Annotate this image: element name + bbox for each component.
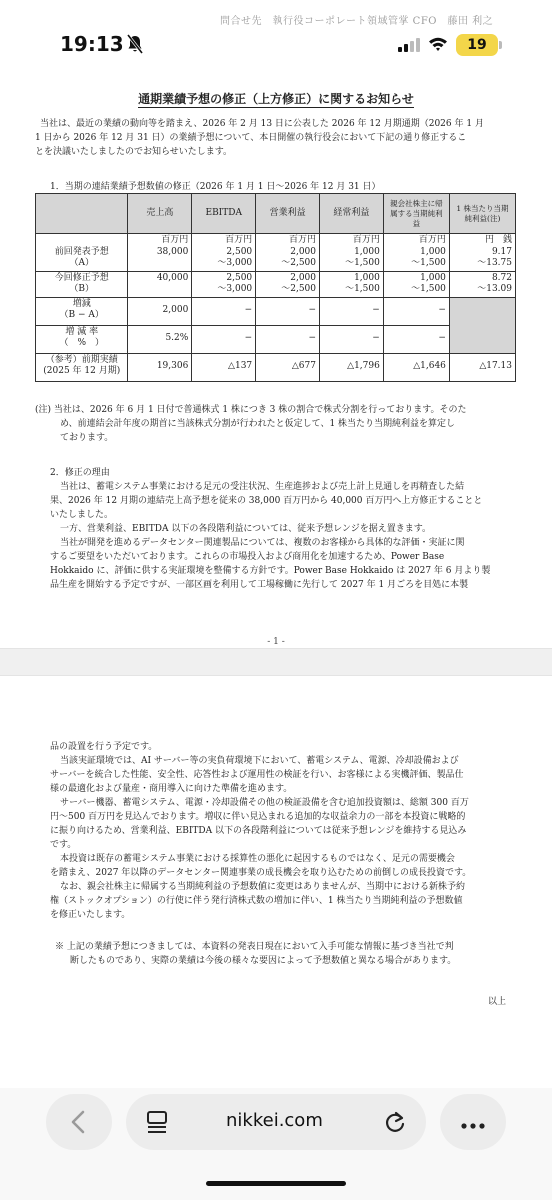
intro-line: 当社は、最近の業績の動向等を踏まえ、2026 年 2 月 13 日に公表した 2026 年 12 月期通期（2026 年 1 月 bbox=[40, 119, 484, 129]
table-header: 経常利益 bbox=[320, 194, 384, 234]
home-indicator bbox=[206, 1181, 346, 1186]
table-header: EBITDA bbox=[192, 194, 256, 234]
table-cell: △1,646 bbox=[383, 353, 449, 381]
table-header-corner bbox=[36, 194, 128, 234]
table-cell: − bbox=[383, 325, 449, 353]
table-row bbox=[36, 271, 516, 297]
table-cell: △17.13 bbox=[449, 353, 515, 381]
reason-line: するご要望をいただいております。これらの市場投入および商用化を加速するため、Power Base bbox=[50, 552, 445, 562]
table-cell: − bbox=[320, 325, 384, 353]
table-row bbox=[36, 325, 516, 353]
reason-line: に振り向けるため、営業利益、EBITDA 以下の各段階利益については従来予想レンジを維持する見込み bbox=[50, 826, 467, 836]
table-header: 親会社株主に帰属する当期純利益 bbox=[383, 194, 449, 234]
table-header: 営業利益 bbox=[256, 194, 320, 234]
table-cell: 2,000 bbox=[128, 297, 192, 325]
cellular-signal-icon bbox=[398, 38, 420, 52]
status-bar bbox=[0, 0, 552, 64]
table-cell: 2,500 〜3,000 bbox=[192, 271, 256, 297]
more-button[interactable] bbox=[440, 1094, 506, 1150]
reason-line: を踏まえ、2027 年以降のデータセンター関連事業の成長機会を取り込むための前倒しの成長投資です。 bbox=[50, 868, 472, 878]
table-cell-shaded bbox=[449, 297, 515, 353]
page-header-faint: 問合せ先 執行役コーポレート領域管掌 CFO 藤田 利之 bbox=[220, 16, 494, 27]
table-cell: 百万円 1,000 〜1,500 bbox=[383, 234, 449, 272]
table-row bbox=[36, 353, 516, 381]
row-label: （参考）前期実績 (2025 年 12 月期) bbox=[36, 353, 128, 381]
disclaimer-line: ※ 上記の業績予想につきましては、本資料の発表日現在において入手可能な情報に基づき当社で判 bbox=[55, 942, 454, 952]
table-note-line: (注) 当社は、2026 年 6 月 1 日付で普通株式 1 株につき 3 株の割合で株式分割を行っております。そのた bbox=[35, 405, 467, 415]
table-cell: 百万円 2,000 〜2,500 bbox=[256, 234, 320, 272]
table-cell: △137 bbox=[192, 353, 256, 381]
table-cell: − bbox=[383, 297, 449, 325]
reason-line: を修正いたします。 bbox=[50, 910, 131, 920]
table-cell: 19,306 bbox=[128, 353, 192, 381]
table-cell: 5.2% bbox=[128, 325, 192, 353]
document-title: 通期業績予想の修正（上方修正）に関するお知らせ bbox=[138, 92, 414, 106]
reason-line: 権（ストックオプション）の行使に伴う発行済株式数の増加に伴い、1 株当たり当期純利益の予想数値 bbox=[50, 896, 463, 906]
table-header: 1 株当たり当期純利益(注) bbox=[449, 194, 515, 234]
battery-indicator: 19 bbox=[456, 34, 498, 56]
intro-line: とを決議いたしましたのでお知らせいたします。 bbox=[35, 147, 233, 157]
table-note-line: ております。 bbox=[60, 433, 114, 443]
reason-line: です。 bbox=[50, 840, 77, 850]
table-cell: △677 bbox=[256, 353, 320, 381]
table-cell: − bbox=[256, 325, 320, 353]
table-cell: 円 銭 9.17 〜13.75 bbox=[449, 234, 515, 272]
table-note-line: め、前連結会計年度の期首に当該株式分割が行われたと仮定して、1 株当たり当期純利益を算定し bbox=[60, 419, 456, 429]
table-header: 売上高 bbox=[128, 194, 192, 234]
reload-icon[interactable] bbox=[384, 1110, 406, 1134]
reason-line: 円〜500 百万円を見込んでおります。増収に伴い見込まれる追加的な収益余力の一部を本投資に戦略的 bbox=[50, 812, 466, 822]
forecast-table bbox=[35, 193, 516, 382]
table-header-row bbox=[36, 194, 516, 234]
page-separator bbox=[0, 648, 552, 676]
table-cell: 1,000 〜1,500 bbox=[320, 271, 384, 297]
reason-line: なお、親会社株主に帰属する当期純利益の予想数値に変更はありませんが、当期中における新株予約 bbox=[60, 882, 466, 892]
reason-line: 様の最適化および量産・商用導入に向けた準備を進めます。 bbox=[50, 784, 293, 794]
back-button[interactable] bbox=[46, 1094, 112, 1150]
chevron-left-icon bbox=[69, 1110, 89, 1134]
row-label: 前回発表予想 （A） bbox=[36, 234, 128, 272]
table-row bbox=[36, 234, 516, 272]
table-cell: − bbox=[256, 297, 320, 325]
more-icon bbox=[460, 1122, 486, 1130]
closing-text: 以上 bbox=[488, 997, 507, 1007]
table-cell: 2,000 〜2,500 bbox=[256, 271, 320, 297]
page-number: - 1 - bbox=[267, 637, 285, 647]
bell-muted-icon bbox=[126, 34, 144, 54]
reader-mode-icon[interactable] bbox=[146, 1110, 168, 1134]
table-cell: − bbox=[192, 297, 256, 325]
reason-line: 一方、営業利益、EBITDA 以下の各段階利益については、従来予想レンジを据え置きます。 bbox=[60, 524, 431, 534]
reason-line: Hokkaido に、評価に供する実証環境を整備する方針です。Power Base Hokkaido は 2027 年 6 月より製 bbox=[50, 566, 491, 576]
reason-line: 本投資は既存の蓄電システム事業における採算性の悪化に起因するものではなく、足元の需要機会 bbox=[60, 854, 455, 864]
table-cell: 百万円 38,000 bbox=[128, 234, 192, 272]
row-label: 増 減 率 （ % ） bbox=[36, 325, 128, 353]
table-cell: − bbox=[320, 297, 384, 325]
table-cell: 百万円 1,000 〜1,500 bbox=[320, 234, 384, 272]
reason-line: 当社は、蓄電システム事業における足元の受注状況、生産進捗および売上計上見通しを再精査した結 bbox=[60, 482, 465, 492]
url-text[interactable]: nikkei.com bbox=[226, 1110, 323, 1131]
row-label: 増減 （B − A） bbox=[36, 297, 128, 325]
wifi-icon bbox=[428, 36, 448, 52]
disclaimer-line: 断したものであり、実際の業績は今後の様々な要因によって予想数値と異なる場合があります。 bbox=[70, 956, 457, 966]
table-row bbox=[36, 297, 516, 325]
table-cell: △1,796 bbox=[320, 353, 384, 381]
intro-line: 1 日から 2026 年 12 月 31 日）の業績予想について、本日開催の執行役会において下記の通り修正するこ bbox=[35, 133, 467, 143]
section2-heading: 2．修正の理由 bbox=[50, 468, 110, 478]
reason-line: サーバー機器、蓄電システム、電源・冷却設備その他の検証設備を含む追加投資額は、総額 300 百万 bbox=[60, 798, 469, 808]
reason-line: 品生産を開始する予定ですが、一部区画を利用して工場稼働に先行して 2027 年 1 月ごろを目処に本製 bbox=[50, 580, 469, 590]
reason-line: サーバーを統合した性能、安全性、応答性および運用性の検証を行い、お客様による実機評価、製品仕 bbox=[50, 770, 464, 780]
section1-heading: 1．当期の連結業績予想数値の修正（2026 年 1 月 1 日〜2026 年 12 月 31 日） bbox=[50, 182, 381, 192]
row-label: 今回修正予想 （B） bbox=[36, 271, 128, 297]
reason-line: 当該実証環境では、AI サーバー等の実負荷環境下において、蓄電システム、電源、冷却設備および bbox=[60, 756, 459, 766]
table-cell: 1,000 〜1,500 bbox=[383, 271, 449, 297]
reason-line: 当社が開発を進めるデータセンター関連製品については、複数のお客様から具体的な評価・実証に関 bbox=[60, 538, 465, 548]
reason-line: 果、2026 年 12 月期の連結売上高予想を従来の 38,000 百万円から 40,000 百万円へ上方修正することと bbox=[50, 496, 483, 506]
address-bar[interactable] bbox=[126, 1094, 426, 1150]
table-cell: 40,000 bbox=[128, 271, 192, 297]
reason-line: いたしました。 bbox=[50, 510, 114, 520]
reason-line: 品の設置を行う予定です。 bbox=[50, 742, 158, 752]
table-cell: 8.72 〜13.09 bbox=[449, 271, 515, 297]
status-time: 19:13 bbox=[60, 32, 124, 56]
table-cell: 百万円 2,500 〜3,000 bbox=[192, 234, 256, 272]
table-cell: − bbox=[192, 325, 256, 353]
